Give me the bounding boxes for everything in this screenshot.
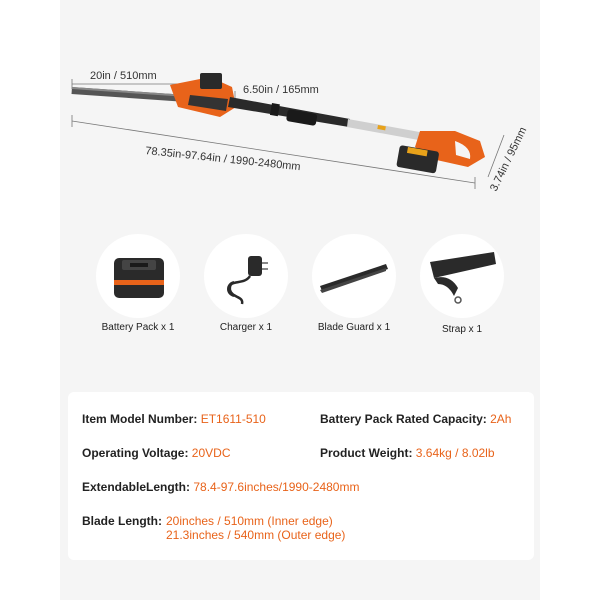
spec-blade (82, 514, 345, 542)
accessory-label-battery: Battery Pack x 1 (101, 322, 175, 333)
accessory-blade-guard (312, 234, 396, 318)
accessory-label-blade-guard: Blade Guard x 1 (317, 322, 391, 333)
accessory-strap (420, 234, 504, 318)
spec-extend-label: ExtendableLength: (82, 480, 191, 494)
spec-capacity-value: 2Ah (490, 412, 512, 426)
spec-extendable (82, 480, 359, 494)
blade-length-label: 20in / 510mm (90, 70, 157, 82)
blade-guard-icon (312, 234, 396, 318)
battery-pack-icon (96, 234, 180, 318)
spec-blade-label: Blade Length: (82, 514, 162, 528)
handle-height-label: 3.74in / 95mm (488, 125, 530, 194)
spec-blade-value-outer: 21.3inches / 540mm (Outer edge) (166, 528, 346, 542)
accessory-charger (204, 234, 288, 318)
spec-voltage-value: 20VDC (191, 446, 231, 460)
total-length-label: 78.35in-97.64in / 1990-2480mm (144, 145, 302, 174)
spec-model-label: Item Model Number: (82, 412, 198, 426)
spec-capacity (320, 412, 511, 426)
accessory-battery (96, 234, 180, 318)
motor-head (170, 73, 236, 117)
head-length-label: 6.50in / 165mm (243, 84, 319, 96)
charger-icon (204, 234, 288, 318)
spec-voltage (82, 446, 230, 460)
spec-weight-label: Product Weight: (320, 446, 413, 460)
spec-weight-value: 3.64kg / 8.02lb (415, 446, 495, 460)
accessory-label-charger: Charger x 1 (219, 322, 273, 333)
spec-model (82, 412, 266, 426)
spec-extend-value: 78.4-97.6inches/1990-2480mm (193, 480, 360, 494)
spec-blade-value-inner: 20inches / 510mm (Inner edge) (166, 514, 333, 528)
spec-voltage-label: Operating Voltage: (82, 446, 189, 460)
blade (72, 87, 182, 102)
spec-model-value: ET1611-510 (200, 412, 266, 426)
accessory-label-strap: Strap x 1 (441, 324, 483, 335)
spec-weight (320, 446, 495, 460)
spec-capacity-label: Battery Pack Rated Capacity: (320, 412, 487, 426)
strap-icon (420, 234, 504, 318)
telescopic-pole (228, 97, 425, 141)
